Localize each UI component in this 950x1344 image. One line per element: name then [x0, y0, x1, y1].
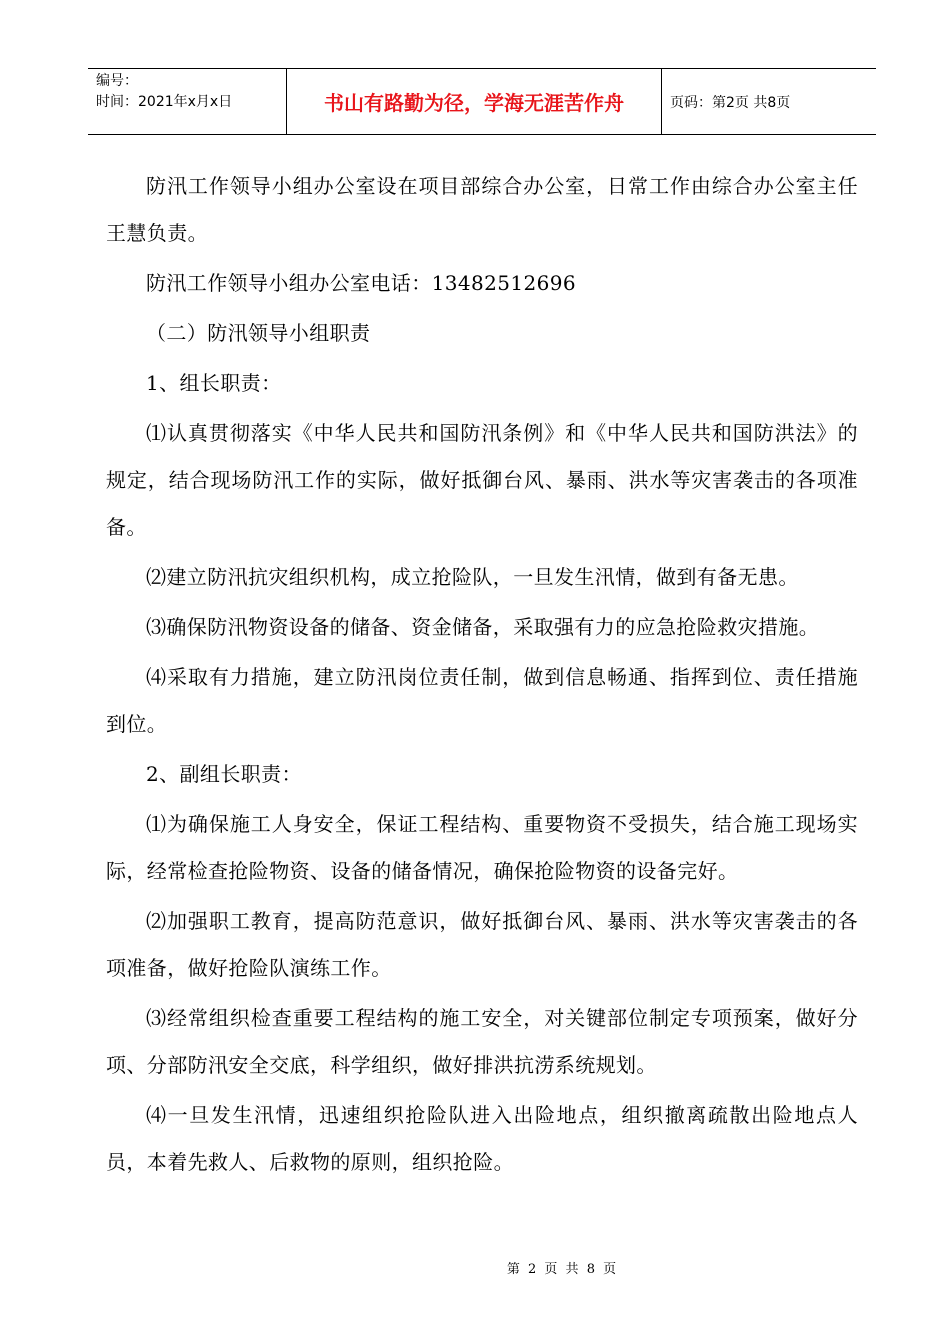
header-motto: 书山有路勤为径，学海无涯苦作舟: [287, 69, 662, 134]
header-page-code: 页码：第2页 共8页: [670, 94, 791, 111]
list-item: ⑴认真贯彻落实《中华人民共和国防汛条例》和《中华人民共和国防洪法》的规定，结合现场防汛工作的实际，做好抵御台风、暴雨、洪水等灾害袭击的各项准备。: [106, 421, 858, 539]
page-header: [88, 68, 876, 135]
list-item: ⑶经常组织检查重要工程结构的施工安全，对关键部位制定专项预案，做好分项、分部防汛安全交底，科学组织，做好排洪抗涝系统规划。: [106, 1006, 858, 1077]
document-number-label: 编号：: [96, 73, 138, 89]
list-item: ⑴为确保施工人身安全，保证工程结构、重要物资不受损失，结合施工现场实际，经常检查抢险物资、设备的储备情况，确保抢险物资的设备完好。: [106, 812, 858, 883]
list-item: ⑶确保防汛物资设备的储备、资金储备，采取强有力的应急抢险救灾措施。: [146, 615, 820, 639]
section-heading: （二）防汛领导小组职责: [146, 321, 371, 345]
list-item: ⑷采取有力措施，建立防汛岗位责任制，做到信息畅通、指挥到位、责任措施到位。: [106, 665, 858, 736]
list-item: ⑵建立防汛抗灾组织机构，成立抢险队，一旦发生汛情，做到有备无患。: [146, 565, 799, 589]
subsection-heading: 2、副组长职责：: [146, 762, 302, 786]
list-item: ⑷一旦发生汛情，迅速组织抢险队进入出险地点，组织撤离疏散出险地点人员，本着先救人、后救物的原则，组织抢险。: [106, 1103, 858, 1174]
document-body: [106, 163, 858, 1189]
document-time-label: 时间：2021年x月x日: [96, 94, 233, 110]
subsection-heading: 1、组长职责：: [146, 371, 282, 395]
paragraph: 防汛工作领导小组办公室设在项目部综合办公室，日常工作由综合办公室主任王慧负责。: [106, 174, 858, 245]
page-footer: 第 2 页 共 8 页: [506, 1262, 619, 1277]
header-meta: [88, 69, 287, 134]
paragraph: 防汛工作领导小组办公室电话：13482512696: [146, 271, 576, 295]
list-item: ⑵加强职工教育，提高防范意识，做好抵御台风、暴雨、洪水等灾害袭击的各项准备，做好抢险队演练工作。: [106, 909, 858, 980]
